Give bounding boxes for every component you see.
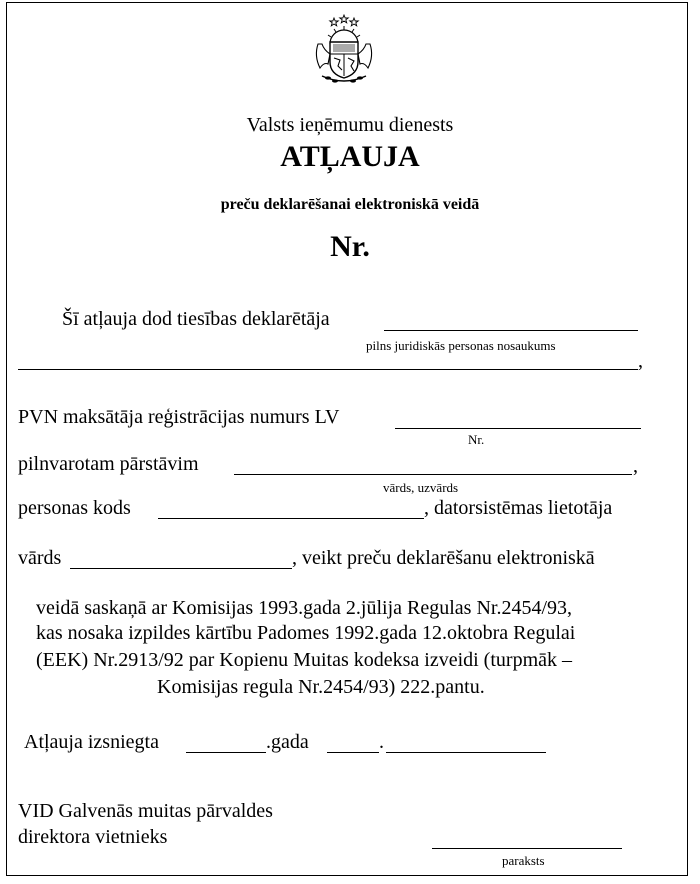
date-dot: . (379, 731, 384, 753)
system-user-label: , datorsistēmas lietotāja (424, 497, 613, 519)
user-name-label: vārds (18, 547, 62, 569)
signer-title-line-2: direktora vietnieks (18, 826, 168, 848)
comma-2: , (633, 455, 638, 477)
year-suffix: .gada (266, 731, 309, 753)
personal-code-field[interactable] (158, 518, 424, 519)
company-name-hint: pilns juridiskās personas nosaukums (366, 338, 556, 353)
user-name-field[interactable] (70, 568, 292, 569)
vat-number-hint: Nr. (468, 432, 485, 447)
paragraph-line-3: (EEK) Nr.2913/92 par Kopienu Muitas kodeksa izveidi (turpmāk – (36, 649, 572, 671)
comma-1: , (638, 350, 643, 372)
company-name-field-continued[interactable] (18, 369, 638, 370)
personal-code-label: personas kods (18, 497, 131, 519)
vat-number-field[interactable] (395, 428, 641, 429)
paragraph-line-1: veidā saskaņā ar Komisijas 1993.gada 2.jūlija Regulas Nr.2454/93, (36, 597, 573, 619)
action-text: , veikt preču deklarēšanu elektroniskā (292, 547, 595, 569)
coat-of-arms-icon (308, 14, 380, 86)
document-title: ATĻAUJA (280, 140, 420, 173)
signature-hint: paraksts (502, 853, 545, 868)
grant-text: Šī atļauja dod tiesības deklarētāja (62, 308, 330, 330)
paragraph-line-4: Komisijas regula Nr.2454/93) 222.pantu. (157, 676, 485, 698)
issue-day-field[interactable] (327, 752, 379, 753)
signer-title-line-1: VID Galvenās muitas pārvaldes (18, 800, 273, 822)
issue-month-field[interactable] (386, 752, 546, 753)
vat-number-label: PVN maksātāja reģistrācijas numurs LV (18, 406, 340, 428)
representative-name-field[interactable] (234, 474, 632, 475)
agency-name: Valsts ieņēmumu dienests (246, 114, 454, 136)
signature-field[interactable] (432, 848, 622, 849)
permit-number-label: Nr. (330, 230, 370, 263)
issue-year-field[interactable] (186, 752, 266, 753)
representative-name-hint: vārds, uzvārds (383, 480, 459, 495)
issued-label: Atļauja izsniegta (24, 731, 159, 753)
document-subtitle: preču deklarēšanai elektroniskā veidā (220, 196, 480, 213)
paragraph-line-2: kas nosaka izpildes kārtību Padomes 1992.gada 12.oktobra Regulai (36, 622, 576, 644)
representative-label: pilnvarotam pārstāvim (18, 453, 199, 475)
company-name-field[interactable] (384, 330, 638, 331)
